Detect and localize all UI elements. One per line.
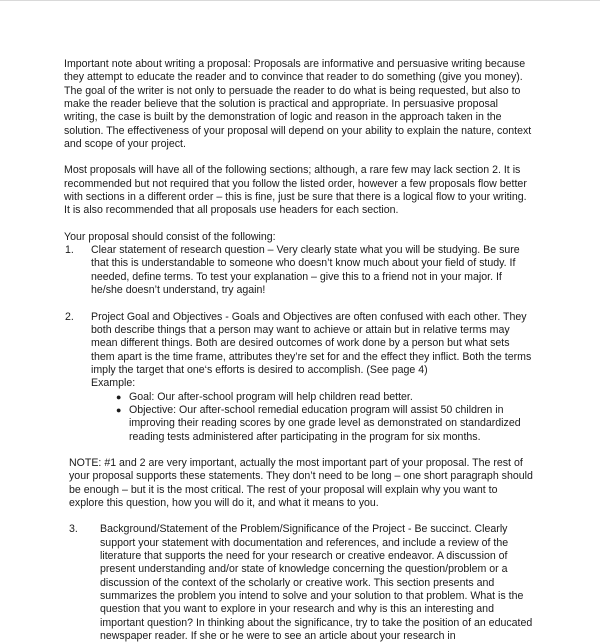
bullet-item-goal [64, 391, 534, 404]
list-item-2-text: Project Goal and Objectives - Goals and Objectives are often confused with each other. They both describe things that a person may want to achieve or attain but in relative terms may mean different things. Both are desired outcomes of work done by a person but what sets them apart is the time frame, attributes they’re set for and the effect they inflict. Both the terms imply the target that one‘s efforts is desired to accomplish. (See page 4) [91, 310, 532, 376]
bullet-text-goal: Goal: Our after-school program will help children read better. [129, 390, 413, 403]
spacer [64, 298, 534, 311]
example-label: Example: [91, 377, 136, 390]
list-item-1-text: Clear statement of research question – Very clearly state what you will be studying. Be sure that this is understandable to someone who doesn’t know much about your field of study. If needed, define terms. To test your explanation – give this to a friend not in your major. If he/she doesn’t understand, try again! [91, 244, 520, 297]
list-lead: Your proposal should consist of the following: [64, 230, 276, 243]
list-item-1 [64, 244, 534, 297]
list-item-3-text: Background/Statement of the Problem/Significance of the Project - Be succinct. Clearly support your statement with documentation and references, and include a review of the literature that supports the need for your research or creative endeavor. A discussion of present understanding and/or state of knowledge concerning the question/problem or a discussion of the context of the scholarly or creative work. This section presents and summarizes the problem you intend to solve and your solution to that problem. What is the question that you want to explore in your research and why is this an interesting and important question? In thinking about the significance, try to take the position of an educated newspaper reader. If she or he were to see an article about your research in [100, 523, 533, 643]
list-item-2-number: 2. [65, 310, 74, 323]
bullet-dot: ● [116, 391, 122, 402]
list-item-3 [64, 523, 534, 643]
list-item-2 [64, 311, 534, 391]
example-bullets [64, 391, 534, 444]
spacer [64, 444, 534, 457]
intro-paragraph: Important note about writing a proposal: Proposals are informative and persuasive writing because they attempt to educate the reader and to convince that reader to do something (give you money). The goal of the writer is not only to persuade the reader to do what is being requested, but also to make the reader believe that the solution is practical and appropriate. In persuasive proposal writing, the case is built by the demonstration of logic and reason in the approach taken in the solution. The effectiveness of your proposal will depend on your ability to explain the nature, context and scope of your project. [64, 58, 532, 151]
sections-paragraph: Most proposals will have all of the following sections; although, a rare few may lack section 2. It is recommended but not required that you follow the listed order, however a few proposals flow better with sections in a different order – this is fine, just be sure that there is a logical flow to your writing. It is also recommended that all proposals use headers for each section. [64, 164, 527, 217]
list-item-1-number: 1. [65, 244, 74, 257]
document-content [64, 58, 534, 643]
list-item-3-number: 3. [69, 523, 78, 536]
bullet-dot: ● [116, 404, 122, 415]
bullet-item-objective [64, 404, 534, 444]
page-top-edge [0, 0, 600, 1]
note-paragraph: NOTE: #1 and 2 are very important, actually the most important part of your proposal. The rest of your proposal supports these statements. They don’t need to be long – one short paragraph should be enough – but it is the most critical. The rest of your proposal will explain why you want to explore this question, how you will do it, and what it means to you. [69, 456, 533, 509]
bullet-text-objective: Objective: Our after-school remedial education program will assist 50 children in improving their reading scores by one grade level as demonstrated on standardized reading tests administered after participating in the program for six months. [129, 403, 521, 443]
